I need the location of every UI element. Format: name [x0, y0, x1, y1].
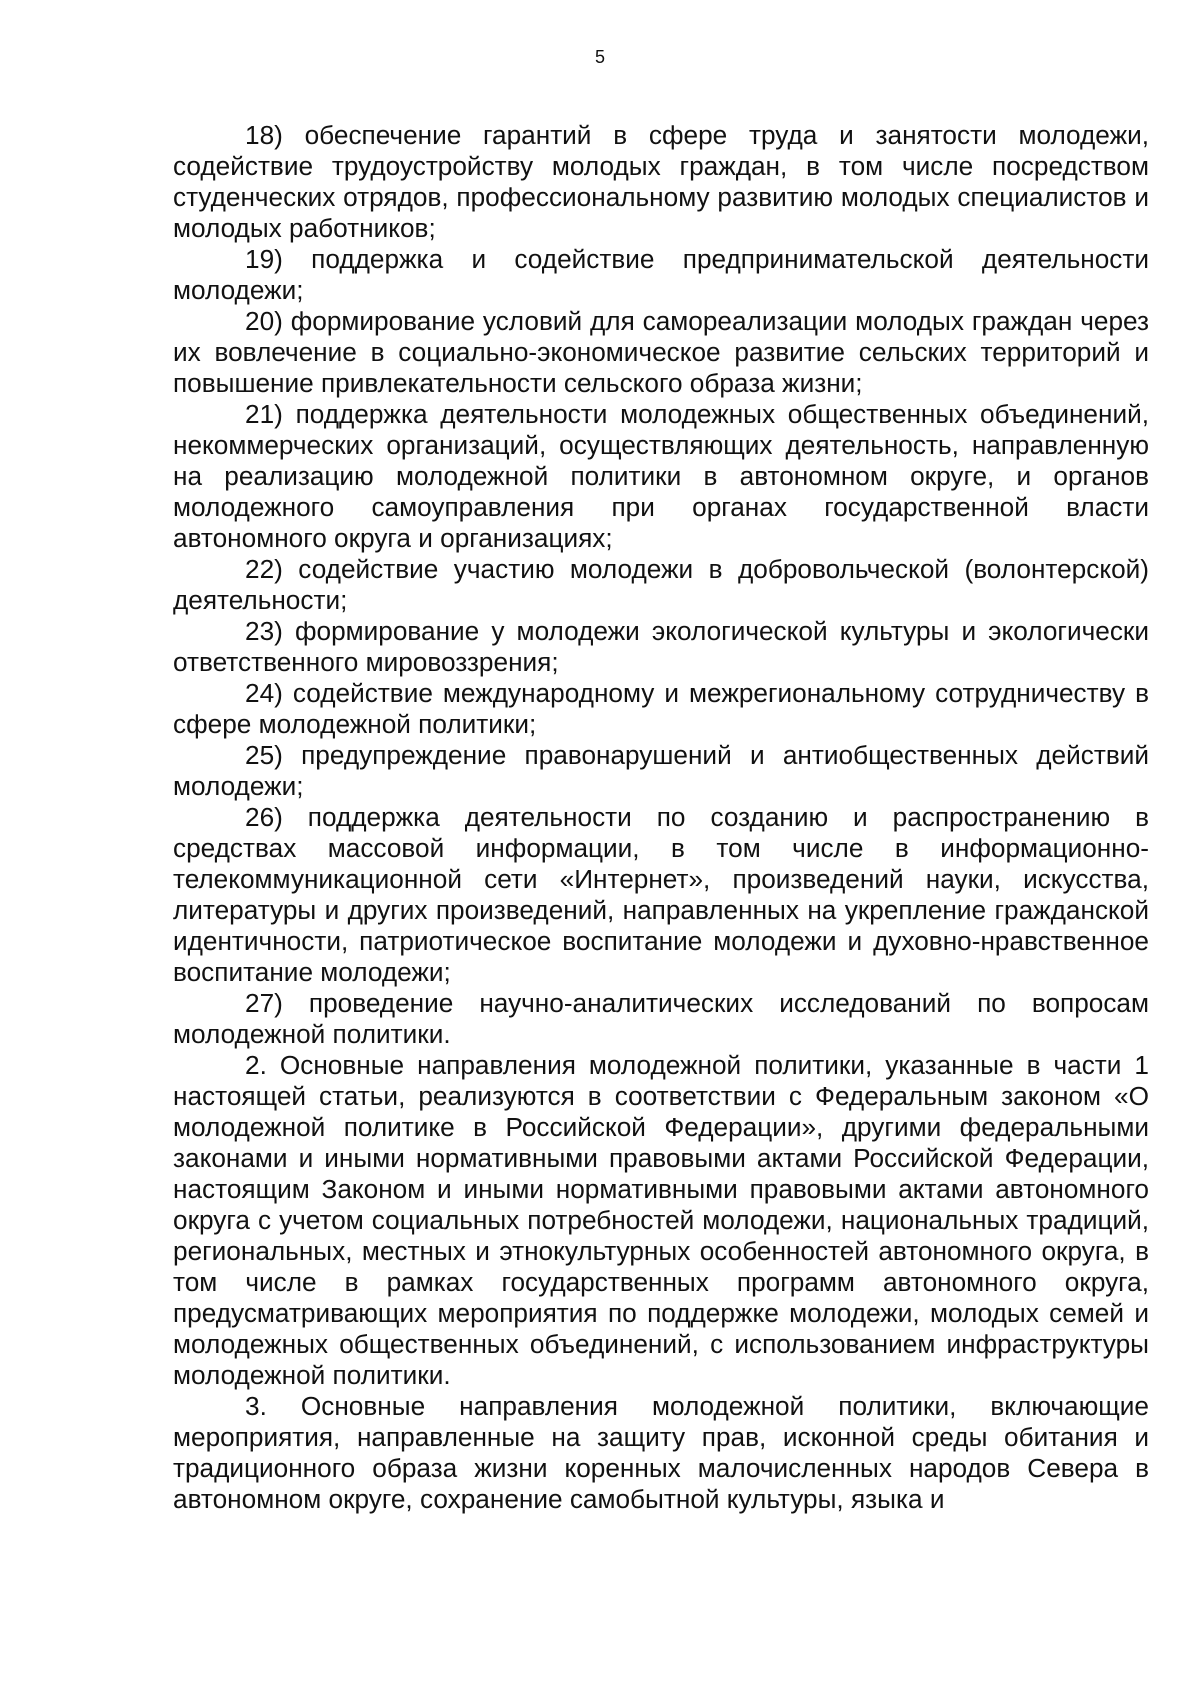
paragraph-item-24: 24) содействие международному и межрегиональному сотрудничеству в сфере молодежной политики;	[173, 678, 1149, 739]
paragraph-item-21: 21) поддержка деятельности молодежных общественных объединений, некоммерческих организаций, осуществляющих деятельность, направленную на реализацию молодежной политики в автономном округе, и органов молодежного самоуправления при органах государственной власти автономного округа и организациях;	[173, 399, 1149, 553]
paragraph-item-23: 23) формирование у молодежи экологической культуры и экологически ответственного мировоззрения;	[173, 616, 1149, 677]
paragraph-item-18: 18) обеспечение гарантий в сфере труда и занятости молодежи, содействие трудоустройству молодых граждан, в том числе посредством студенческих отрядов, профессиональному развитию молодых специалистов и молодых работников;	[173, 120, 1149, 243]
paragraph-item-27: 27) проведение научно-аналитических исследований по вопросам молодежной политики.	[173, 988, 1149, 1049]
document-body	[173, 120, 1149, 1515]
paragraph-item-22: 22) содействие участию молодежи в добровольческой (волонтерской) деятельности;	[173, 554, 1149, 615]
paragraph-part-2: 2. Основные направления молодежной политики, указанные в части 1 настоящей статьи, реализуются в соответствии с Федеральным законом «О молодежной политике в Российской Федерации», другими федеральными законами и иными нормативными правовыми актами Российской Федерации, настоящим Законом и иными нормативными правовыми актами автономного округа с учетом социальных потребностей молодежи, национальных традиций, региональных, местных и этнокультурных особенностей автономного округа, в том числе в рамках государственных программ автономного округа, предусматривающих мероприятия по поддержке молодежи, молодых семей и молодежных общественных объединений, с использованием инфраструктуры молодежной политики.	[173, 1050, 1149, 1390]
paragraph-item-20: 20) формирование условий для самореализации молодых граждан через их вовлечение в социально-экономическое развитие сельских территорий и повышение привлекательности сельского образа жизни;	[173, 306, 1149, 398]
paragraph-part-3: 3. Основные направления молодежной политики, включающие мероприятия, направленные на защиту прав, исконной среды обитания и традиционного образа жизни коренных малочисленных народов Севера в автономном округе, сохранение самобытной культуры, языка и	[173, 1391, 1149, 1514]
paragraph-item-19: 19) поддержка и содействие предпринимательской деятельности молодежи;	[173, 244, 1149, 305]
paragraph-item-26: 26) поддержка деятельности по созданию и распространению в средствах массовой информации, в том числе в информационно-телекоммуникационной сети «Интернет», произведений науки, искусства, литературы и других произведений, направленных на укрепление гражданской идентичности, патриотическое воспитание молодежи и духовно-нравственное воспитание молодежи;	[173, 802, 1149, 987]
paragraph-item-25: 25) предупреждение правонарушений и антиобщественных действий молодежи;	[173, 740, 1149, 801]
page-number: 5	[594, 47, 605, 67]
